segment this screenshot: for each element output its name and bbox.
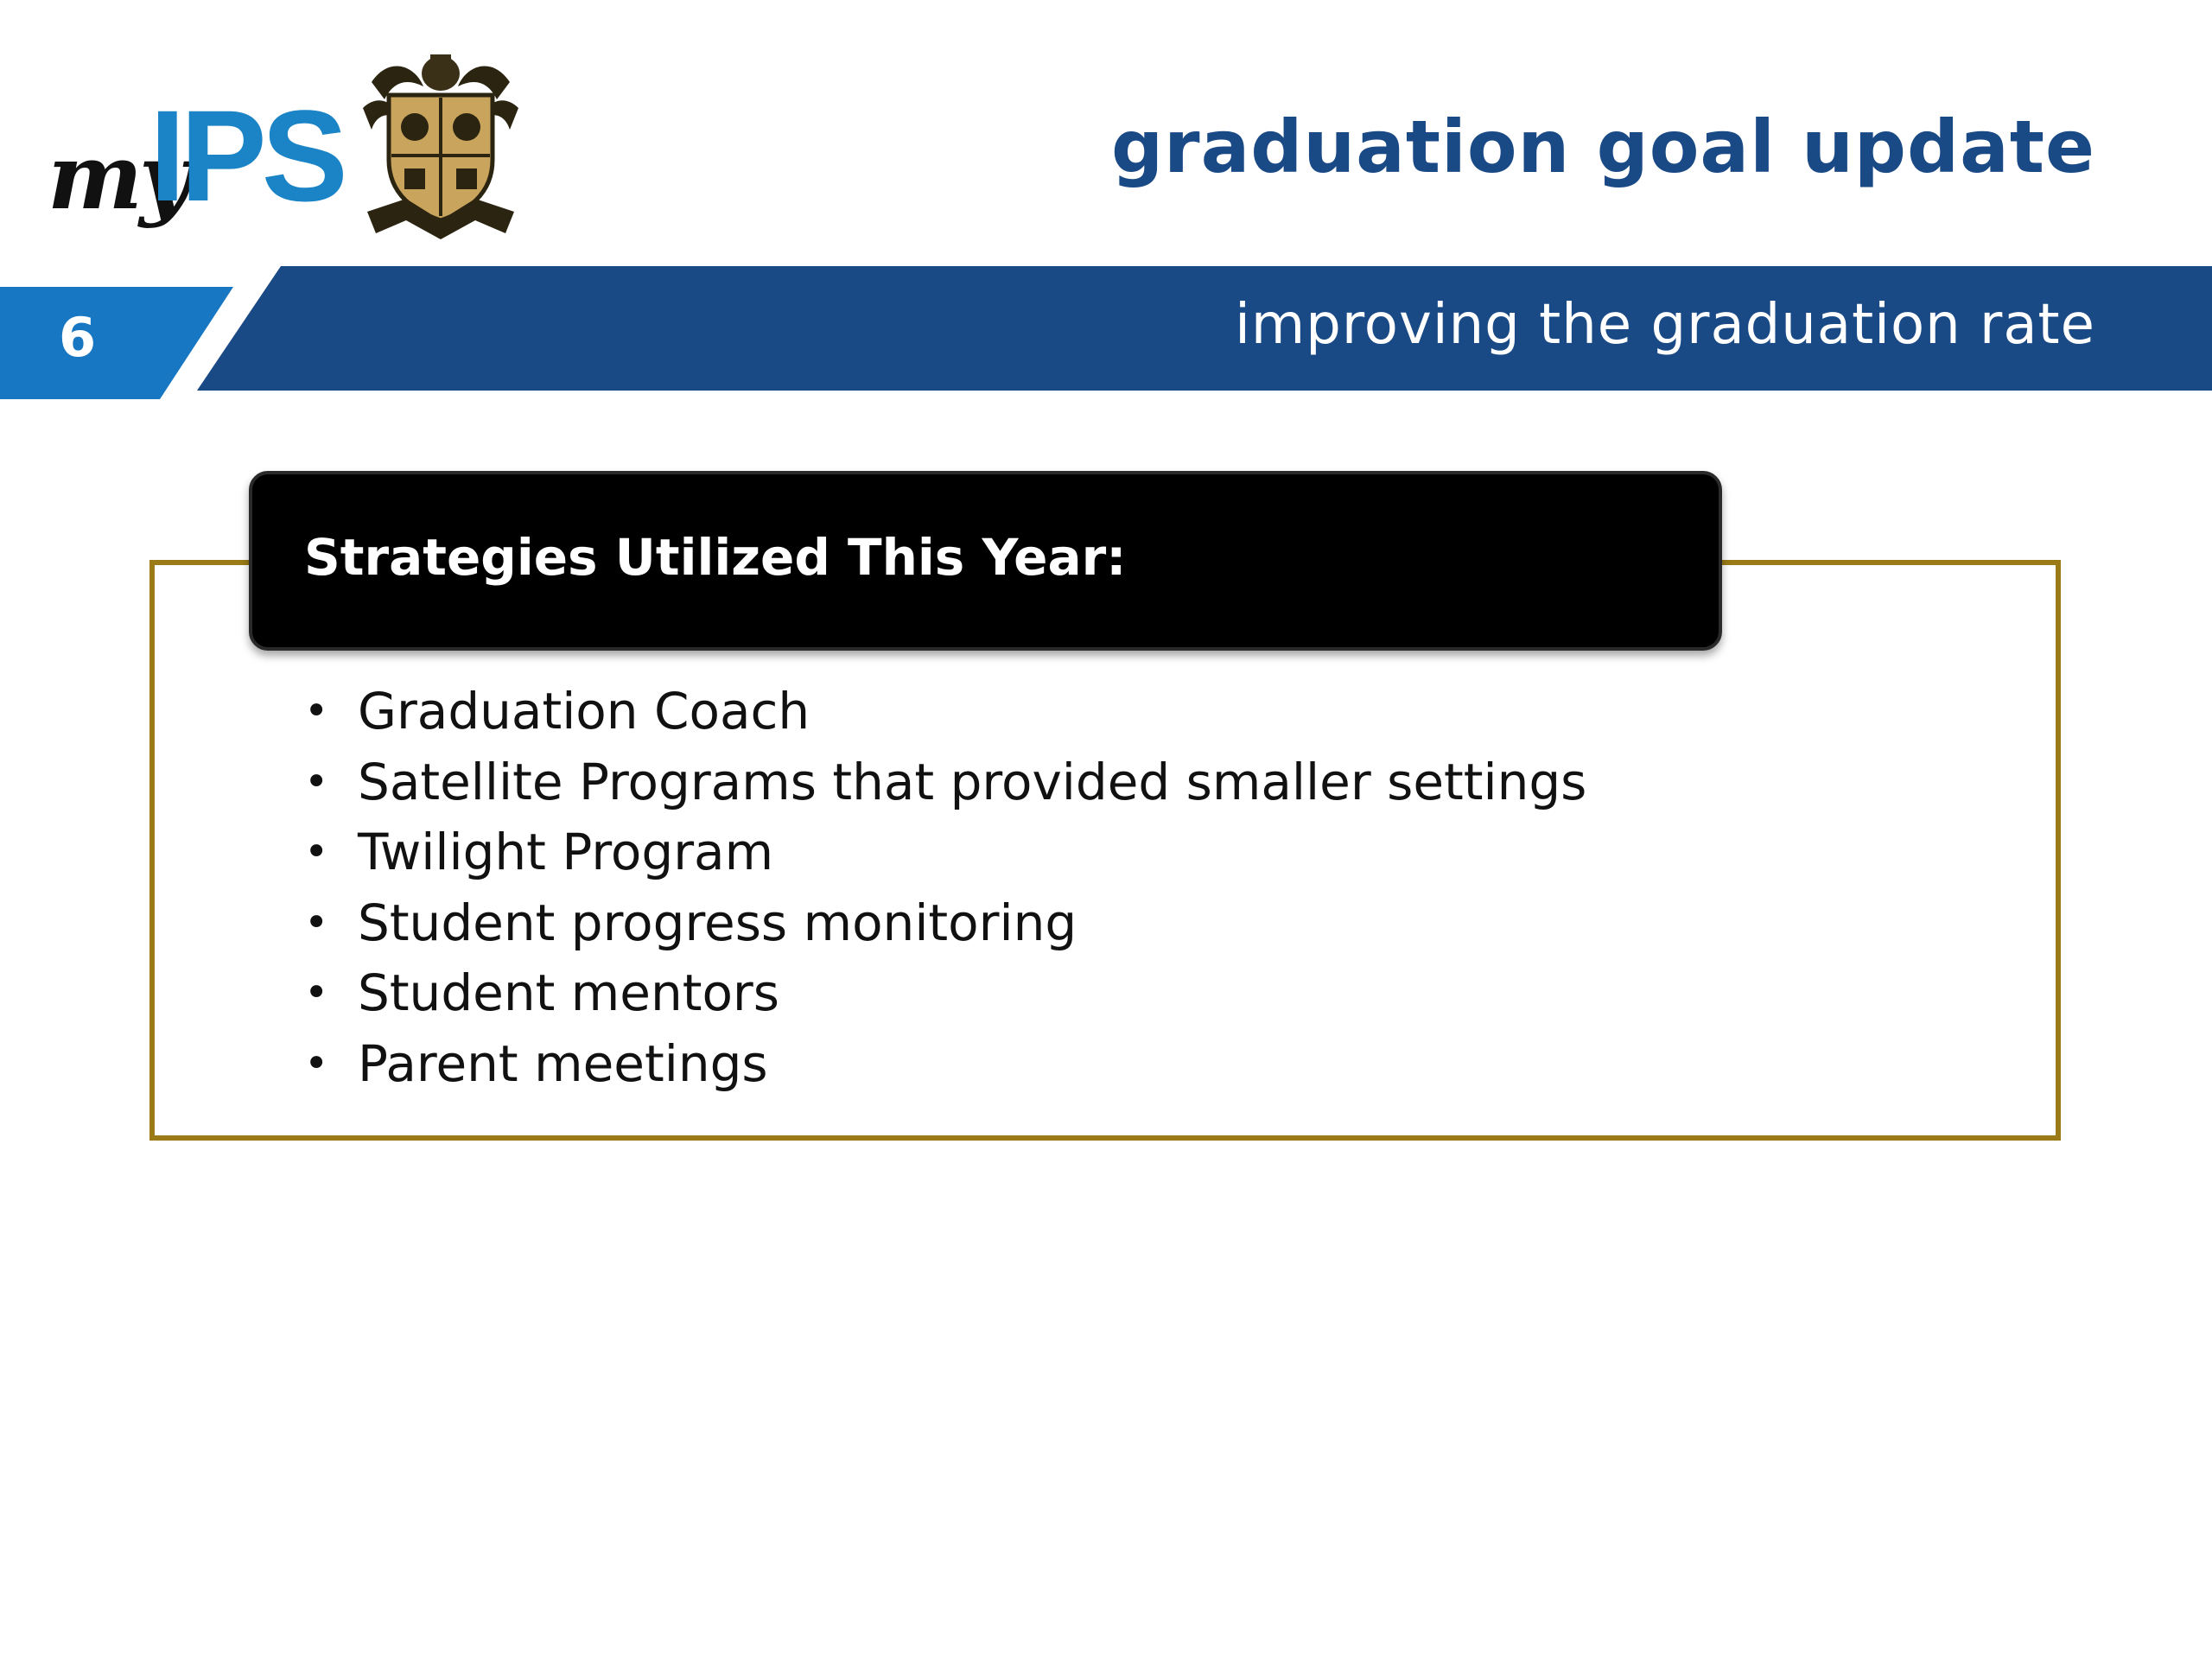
strategies-header bbox=[249, 471, 1722, 651]
list-item bbox=[294, 888, 1586, 959]
list-item-text: Satellite Programs that provided smaller settings bbox=[358, 752, 1587, 811]
strategies-heading: Strategies Utilized This Year: bbox=[304, 528, 1127, 587]
banner-subtitle: improving the graduation rate bbox=[1235, 293, 2095, 357]
strategy-list bbox=[294, 677, 1586, 1099]
list-item-text: Parent meetings bbox=[358, 1033, 768, 1093]
list-item bbox=[294, 817, 1586, 888]
bullet-icon: • bbox=[304, 687, 329, 735]
bullet-icon: • bbox=[304, 1039, 329, 1088]
list-item-text: Twilight Program bbox=[358, 823, 774, 881]
page-title: graduation goal update bbox=[1111, 105, 2095, 189]
bullet-icon: • bbox=[304, 828, 329, 876]
list-item bbox=[294, 958, 1586, 1029]
myips-logo bbox=[48, 83, 343, 238]
bullet-icon: • bbox=[304, 969, 329, 1017]
bullet-icon: • bbox=[304, 757, 329, 806]
list-item bbox=[294, 1029, 1586, 1100]
list-item bbox=[294, 677, 1586, 747]
slide-number: 6 bbox=[59, 306, 97, 369]
list-item bbox=[294, 747, 1586, 818]
list-item-text: Graduation Coach bbox=[358, 682, 810, 741]
school-crest-icon bbox=[354, 48, 527, 242]
bullet-icon: • bbox=[304, 898, 329, 947]
list-item-text: Student progress monitoring bbox=[358, 893, 1077, 952]
logo-my-text: my bbox=[48, 124, 188, 230]
logo-ips-text: IPS bbox=[149, 83, 343, 228]
list-item-text: Student mentors bbox=[358, 963, 779, 1022]
